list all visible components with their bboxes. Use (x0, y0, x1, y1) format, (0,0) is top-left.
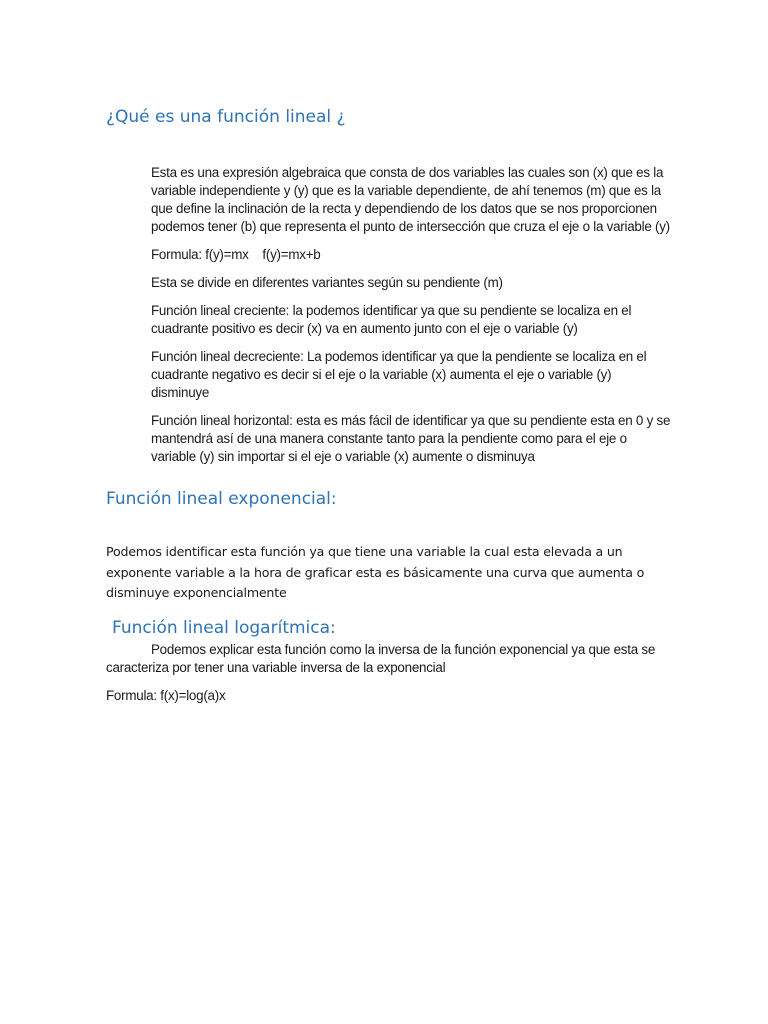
paragraph-formula-log: Formula: f(x)=log(a)x (106, 688, 226, 703)
heading-funcion-lineal: ¿Qué es una función lineal ¿ (106, 107, 346, 127)
heading-funcion-logaritmica: Función lineal logarítmica: (112, 618, 336, 638)
section-funcion-lineal-body (151, 164, 671, 476)
paragraph-exponencial: Podemos identificar esta función ya que tiene una variable la cual esta elevada a un exponente variable a la hora de graficar esta es básicamente una curva que aumenta o disminuye exponencialmente (106, 544, 645, 600)
paragraph-decreciente: Función lineal decreciente: La podemos identificar ya que la pendiente se localiza en el cuadrante negativo es decir si el eje o la variable (x) aumenta el eje o variable (y) disminuye (151, 349, 647, 400)
heading-funcion-exponencial: Función lineal exponencial: (106, 489, 337, 509)
paragraph-horizontal: Función lineal horizontal: esta es más fácil de identificar ya que su pendiente esta en 0 y se mantendrá así de una manera constante tanto para la pendiente como para el eje o variable (y) sin importar si el eje o variable (x) aumente o disminuya (151, 413, 671, 464)
paragraph-logaritmica: Podemos explicar esta función como la inversa de la función exponencial ya que esta se caracteriza por tener una variable inversa de la exponencial (106, 642, 656, 675)
paragraph-creciente: Función lineal creciente: la podemos identificar ya que su pendiente se localiza en el cuadrante positivo es decir (x) va en aumento junto con el eje o variable (y) (151, 303, 632, 336)
paragraph-variantes: Esta se divide en diferentes variantes según su pendiente (m) (151, 275, 503, 290)
section-logaritmica-body (106, 641, 666, 715)
paragraph-formula: Formula: f(y)=mx f(y)=mx+b (151, 247, 321, 262)
paragraph-definicion: Esta es una expresión algebraica que consta de dos variables las cuales son (x) que es la variable independiente y (y) que es la variable dependiente, de ahí tenemos (m) que es la que define la inclinación de la recta y dependiendo de los datos que se nos proporcionen podemos tener (b) que representa el punto de intersección que cruza el eje o la variable (y) (151, 165, 670, 234)
